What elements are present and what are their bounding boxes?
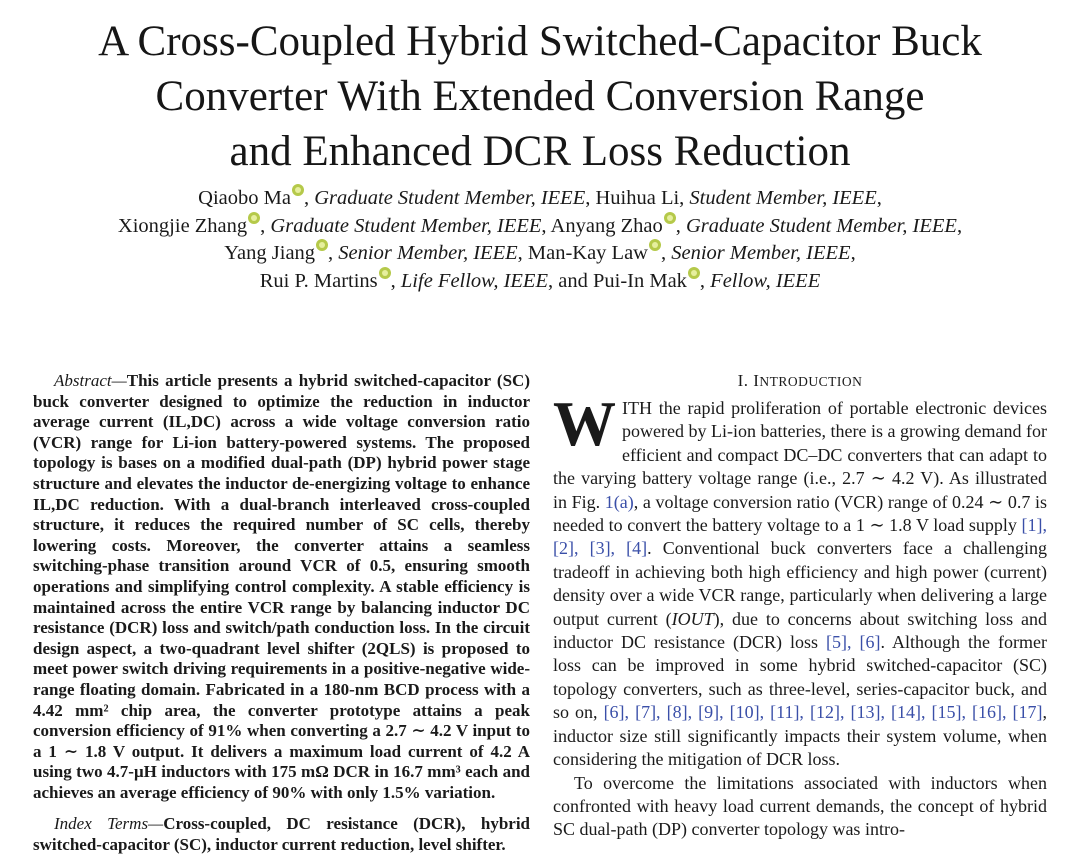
index-terms bbox=[33, 814, 530, 855]
section-title-rest: NTRODUCTION bbox=[759, 374, 863, 389]
author-name: Yang Jiang bbox=[224, 242, 316, 264]
intro-text: , inductor size still significantly impacts their system volume, when considering the mitigation of DCR loss. bbox=[553, 702, 1047, 770]
drop-cap: W bbox=[553, 389, 616, 459]
orcid-icon[interactable] bbox=[664, 212, 676, 224]
paper-title bbox=[0, 14, 1080, 179]
author-name: Anyang Zhao bbox=[550, 214, 663, 237]
intro-text: , a voltage conversion ratio (VCR) range of 0.24 ∼ 0.7 is needed to convert the battery voltage to a 1 ∼ 1.8 V load supply bbox=[553, 491, 1047, 536]
author-name: Man-Kay Law bbox=[527, 242, 648, 264]
title-line-2: Converter With Extended Conversion Range bbox=[155, 73, 925, 120]
citation-link[interactable]: [5], [6] bbox=[826, 632, 881, 653]
iout-symbol: IOUT bbox=[671, 608, 714, 629]
orcid-icon[interactable] bbox=[379, 267, 391, 279]
author-role: Graduate Student Member, IEEE bbox=[685, 214, 957, 237]
intro-text: ), due to concerns about switching loss and inductor DC resistance (DCR) loss bbox=[553, 608, 1048, 653]
author-list bbox=[0, 184, 1080, 294]
author-line-4: Rui P. Martins , Life Fellow, IEEE, and Pui-In Mak , Fellow, IEEE bbox=[0, 267, 1080, 295]
author-name: Pui-In Mak bbox=[592, 269, 687, 292]
intro-paragraph-2: To overcome the limitations associated with inductors when confronted with heavy load current demands, the concept of hybrid SC dual-path (DP) converter topology was intro- bbox=[553, 772, 1047, 840]
author-role: Life Fellow, IEEE bbox=[400, 269, 548, 292]
author-role: Graduate Student Member, IEEE bbox=[270, 214, 542, 237]
author-role: Fellow, IEEE bbox=[710, 269, 821, 292]
intro-text: . Although the former loss can be improved in some hybrid switched-capacitor (SC) topology converters, such as three-level, series-capacitor buck, and so on, bbox=[553, 632, 1047, 723]
citation-link[interactable]: [6], [7], [8], [9], [10], [11], [12], [13], [14], [15], [16], [17] bbox=[603, 702, 1043, 723]
title-line-1: A Cross-Coupled Hybrid Switched-Capacitor Buck bbox=[98, 18, 982, 65]
index-terms-body: Cross-coupled, DC resistance (DCR), hybrid switched-capacitor (SC), inductor current reduction, level shifter. bbox=[33, 814, 530, 855]
section-heading bbox=[553, 370, 1047, 393]
author-role: Graduate Student Member, IEEE bbox=[314, 187, 586, 209]
section-title-first: I bbox=[753, 371, 760, 390]
orcid-icon[interactable] bbox=[292, 184, 304, 196]
citation-link[interactable]: [1], [2], [3], [4] bbox=[553, 515, 1047, 559]
author-name: Qiaobo Ma bbox=[198, 187, 291, 209]
orcid-icon[interactable] bbox=[248, 212, 260, 224]
right-column bbox=[553, 370, 1047, 842]
index-terms-lead: Index Terms— bbox=[54, 814, 164, 834]
section-number: I. bbox=[737, 371, 749, 390]
author-line-2: Xiongjie Zhang , Graduate Student Member, IEEE, Anyang Zhao , Graduate Student Member, IEEE, bbox=[0, 212, 1080, 240]
abstract-body: This article presents a hybrid switched-capacitor (SC) buck converter designed to optimize the reduction in inductor average current (IL,DC) across a wide voltage conversion ratio (VCR) range for Li-ion battery-powered systems. The proposed topology is bases on a modified dual-path (DP) hybrid power stage structure and elevates the inductor de-energizing voltage to enhance IL,DC reduction. With a dual-branch interleaved cross-coupled structure, it reduces the required number of SC cells, thereby lowering costs. Moreover, the converter attains a seamless switching-phase transition around VCR of 0.5, ensuring smooth operations and simplifying control complexity. A stable efficiency is maintained across the entire VCR range by balancing inductor DC resistance (DCR) loss and switch/path conduction loss. In the circuit design aspect, a two-quadrant level shifter (2QLS) is proposed to meet power switch driving requirements in a positive-negative wide-range floating domain. Fabricated in a 180-nm BCD process with a 4.42 mm² chip area, the converter prototype attains a peak conversion efficiency of 91% when converting a 2.7 ∼ 4.2 V input to a 1 ∼ 1.8 V output. It delivers a maximum load current of 4.2 A using two 4.7-μH inductors with 175 mΩ DCR in 16.7 mm³ each and achieves an average efficiency of 90% with only 1.5% variation. bbox=[33, 371, 530, 802]
intro-text: ITH the rapid proliferation of portable electronic devices powered by Li-ion batteries, there is a growing demand for efficient and compact DC–DC converters that can adapt to the varying battery voltage range (i.e., 2.7 ∼ 4.2 V). As illustrated in Fig. bbox=[553, 398, 1047, 512]
abstract bbox=[33, 371, 530, 803]
author-role: Student Member, IEEE bbox=[689, 187, 877, 209]
figure-link[interactable]: 1(a) bbox=[604, 491, 634, 512]
orcid-icon[interactable] bbox=[649, 239, 661, 251]
abstract-lead: Abstract— bbox=[54, 371, 127, 390]
intro-paragraph-1 bbox=[553, 389, 1048, 772]
author-name: Huihua Li bbox=[595, 187, 680, 209]
author-name: Rui P. Martins bbox=[259, 269, 378, 292]
author-line-1: Qiaobo Ma , Graduate Student Member, IEEE, Huihua Li, Student Member, IEEE, bbox=[0, 184, 1080, 212]
author-name: Xiongjie Zhang bbox=[117, 214, 248, 237]
author-role: Senior Member, IEEE bbox=[338, 242, 518, 264]
left-column bbox=[33, 371, 530, 856]
orcid-icon[interactable] bbox=[316, 239, 328, 251]
orcid-icon[interactable] bbox=[688, 267, 700, 279]
author-line-3: Yang Jiang , Senior Member, IEEE, Man-Kay Law , Senior Member, IEEE, bbox=[0, 239, 1080, 267]
title-line-3: and Enhanced DCR Loss Reduction bbox=[229, 128, 851, 175]
intro-text: . Conventional buck converters face a challenging tradeoff in achieving both high efficiency and high power (current) density over a wide VCR range, particularly when delivering a large output current ( bbox=[553, 538, 1047, 629]
author-role: Senior Member, IEEE bbox=[671, 242, 851, 264]
